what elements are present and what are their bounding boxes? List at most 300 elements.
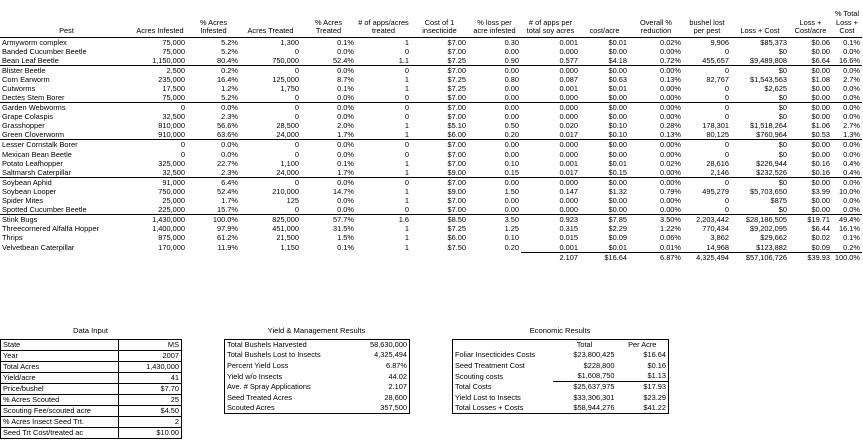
value-cell: 0.02% <box>660 158 681 168</box>
value-cell: 0 <box>404 140 409 150</box>
value-cell: 82,767 <box>706 74 729 84</box>
value-cell: $0.00 <box>580 205 629 215</box>
value-cell: 910,000 <box>133 130 187 140</box>
pest-name-cell: Mexican Bean Beetle <box>2 149 72 159</box>
data-input-panel <box>0 339 182 439</box>
value-cell: 0 <box>180 103 185 113</box>
value-cell: 2.0% <box>337 121 354 131</box>
value-cell: $9,202,095 <box>750 224 787 234</box>
value-cell: $0.00 <box>608 112 627 122</box>
value-cell: 0.000 <box>559 112 578 122</box>
input-value: $4.50 <box>119 406 182 417</box>
total-cell: 6.87% <box>629 252 683 262</box>
value-cell: 1.1 <box>356 56 411 66</box>
economic-label: Scouting costs <box>455 371 504 381</box>
value-cell: $7.25 <box>411 56 468 66</box>
value-cell: 3.50% <box>660 215 681 225</box>
value-cell: 5.2% <box>187 93 240 103</box>
value-cell: 0 <box>683 205 731 215</box>
value-cell: 1.3% <box>832 130 862 140</box>
value-cell: $1.06 <box>811 121 830 131</box>
table-row <box>0 168 862 178</box>
value-cell: 0.001 <box>559 37 578 47</box>
value-cell: 0.79% <box>660 186 681 196</box>
value-cell: 0.00% <box>660 65 681 75</box>
value-cell: 0.1% <box>843 233 860 243</box>
value-cell: $0.06 <box>811 37 830 47</box>
yield-results-title: Yield & Management Results <box>267 326 366 335</box>
value-cell: $0.00 <box>789 205 832 215</box>
value-cell: 0.06% <box>660 233 681 243</box>
table-row <box>0 75 862 84</box>
value-cell: $0.00 <box>608 149 627 159</box>
data-input-title: Data Input <box>72 326 109 335</box>
input-label: State <box>1 340 119 351</box>
value-cell: $9,489,808 <box>731 56 789 66</box>
value-cell: 0 <box>180 140 185 150</box>
input-row <box>1 373 182 384</box>
input-value: $7.70 <box>119 384 182 395</box>
value-cell: 0.087 <box>559 74 578 84</box>
value-cell: 1 <box>404 74 409 84</box>
yield-value: 44.02 <box>388 371 407 381</box>
column-header: Pest <box>0 4 133 37</box>
value-cell: $0.10 <box>608 121 627 131</box>
value-cell: 8.7% <box>337 74 354 84</box>
value-cell: $5,703,650 <box>750 186 787 196</box>
pest-name-cell: Dectes Stem Borer <box>0 93 133 103</box>
value-cell: 0.00% <box>660 149 681 159</box>
economic-row <box>453 371 669 382</box>
column-header: Overall % reduction <box>629 4 683 37</box>
value-cell: $0.00 <box>789 93 832 103</box>
table-row <box>0 121 862 130</box>
value-cell: 0.001 <box>559 83 578 93</box>
value-cell: 52.4% <box>301 56 356 66</box>
value-cell: 2.3% <box>221 112 238 122</box>
value-cell: $7.00 <box>447 158 466 168</box>
table-row <box>0 205 862 215</box>
value-cell: $7.25 <box>447 224 466 234</box>
economic-total: $58,944,276 <box>573 403 615 413</box>
economic-label: Total Losses + Costs <box>455 403 524 413</box>
value-cell: $0.00 <box>811 149 830 159</box>
value-cell: 0.4% <box>832 168 862 178</box>
column-header: % Acres Treated <box>301 4 356 37</box>
value-cell: 3,862 <box>710 233 729 243</box>
value-cell: 0 <box>180 149 185 159</box>
table-row <box>0 196 862 205</box>
table-row <box>0 149 862 158</box>
input-label: Scouting Fee/scouted acre <box>1 406 119 417</box>
value-cell: 0.13% <box>660 74 681 84</box>
value-cell: 0 <box>724 46 729 56</box>
value-cell: 28,500 <box>276 121 299 131</box>
value-cell: 6.4% <box>221 177 238 187</box>
value-cell: $1.08 <box>811 74 830 84</box>
value-cell: $0 <box>778 46 787 56</box>
value-cell: 0.000 <box>559 196 578 206</box>
table-row <box>0 65 862 75</box>
value-cell: 1 <box>404 186 409 196</box>
value-cell: $0 <box>731 205 789 215</box>
value-cell: 1,150,000 <box>133 56 187 66</box>
value-cell: 5.2% <box>221 37 238 47</box>
column-header: % Acres Infested <box>187 4 240 37</box>
yield-label: Percent Yield Loss <box>227 360 289 370</box>
economic-header-row <box>453 340 669 351</box>
value-cell: 0.000 <box>559 149 578 159</box>
value-cell: 0.00 <box>504 177 519 187</box>
pest-name-cell: Corn Earworm <box>2 74 50 84</box>
column-header: bushel lost per pest <box>683 4 731 37</box>
economic-per-acre: $1.13 <box>617 371 669 382</box>
pest-name-cell: Grasshopper <box>2 121 45 131</box>
economic-total: $1,608,750 <box>553 371 617 382</box>
value-cell: $0.00 <box>811 196 830 206</box>
value-cell: $7.00 <box>447 177 466 187</box>
value-cell: 1,300 <box>280 37 299 47</box>
value-cell: 0.017 <box>521 168 580 178</box>
value-cell: 2.3% <box>187 168 240 178</box>
value-cell: 11.9% <box>217 242 238 252</box>
input-label: Yield/acre <box>1 373 119 384</box>
blank-cell <box>301 252 356 262</box>
value-cell: 0.2% <box>221 65 238 75</box>
value-cell: 210,000 <box>272 186 299 196</box>
value-cell: $0.00 <box>811 103 830 113</box>
pest-name-cell: Lesser Cornstalk Borer <box>2 140 78 150</box>
value-cell: 16.4% <box>217 74 238 84</box>
column-header: # of apps/acres treated <box>356 4 411 37</box>
value-cell: $6.00 <box>411 130 468 140</box>
value-cell: 0.315 <box>559 224 578 234</box>
value-cell: 0.10 <box>504 233 519 243</box>
value-cell: 25,000 <box>162 196 185 206</box>
value-cell: 1.22% <box>660 224 681 234</box>
value-cell: $7.00 <box>447 112 466 122</box>
column-header: % Total Loss + Cost <box>832 4 862 37</box>
economic-header-total: Total <box>576 340 593 350</box>
value-cell: 0.00% <box>660 177 681 187</box>
value-cell: 0.000 <box>559 65 578 75</box>
value-cell: 2,203,442 <box>696 215 729 225</box>
value-cell: 14.7% <box>333 186 354 196</box>
input-label: Total Acres <box>1 362 119 373</box>
input-row <box>1 428 182 439</box>
value-cell: 0.00 <box>504 46 519 56</box>
value-cell: 28,616 <box>706 158 729 168</box>
value-cell: 16.6% <box>832 56 862 66</box>
value-cell: $4.18 <box>580 56 629 66</box>
value-cell: 0 <box>356 205 411 215</box>
value-cell: $232,526 <box>731 168 789 178</box>
value-cell: $7.00 <box>447 103 466 113</box>
economic-per-acre: $41.22 <box>643 403 666 413</box>
value-cell: 100.0% <box>212 215 238 225</box>
economic-row <box>453 382 669 393</box>
yield-label: Scouted Acres <box>227 403 275 413</box>
value-cell: 1.50 <box>504 186 519 196</box>
column-header: Acres Infested <box>133 4 187 37</box>
blank-cell <box>133 252 187 262</box>
value-cell: 0.00 <box>504 103 519 113</box>
value-cell: 0.577 <box>521 56 580 66</box>
value-cell: 0.015 <box>559 233 578 243</box>
yield-row <box>225 371 410 382</box>
value-cell: 1 <box>404 121 409 131</box>
value-cell: 0.00 <box>468 93 521 103</box>
value-cell: 0.15 <box>468 168 521 178</box>
value-cell: 5.2% <box>221 46 238 56</box>
value-cell: 0.4% <box>843 158 860 168</box>
value-cell: $226,944 <box>756 158 787 168</box>
value-cell: $0.00 <box>580 93 629 103</box>
value-cell: 0.50 <box>504 121 519 131</box>
value-cell: $0 <box>778 149 787 159</box>
value-cell: 16.1% <box>839 224 860 234</box>
yield-label: Seed Treated Acres <box>227 392 292 402</box>
value-cell: 0.00 <box>468 205 521 215</box>
value-cell: 1.6 <box>398 215 409 225</box>
value-cell: 1 <box>356 168 411 178</box>
economic-header-blank <box>453 340 553 351</box>
value-cell: 80,125 <box>683 130 731 140</box>
blank-cell <box>356 252 411 262</box>
value-cell: 0.000 <box>559 46 578 56</box>
value-cell: $0.00 <box>608 196 627 206</box>
blank-cell <box>411 252 468 262</box>
economic-per-acre: $23.29 <box>643 392 666 402</box>
value-cell: 0.01% <box>660 242 681 252</box>
pest-name-cell: Green Cloverworm <box>0 130 133 140</box>
economic-per-acre: $16.64 <box>643 350 666 360</box>
value-cell: 0.000 <box>521 205 580 215</box>
economic-results-title: Economic Results <box>529 326 591 335</box>
table-row <box>0 56 862 66</box>
value-cell: 0.30 <box>504 37 519 47</box>
table-row <box>0 177 862 187</box>
value-cell: 0.000 <box>559 177 578 187</box>
value-cell: $7.85 <box>608 215 627 225</box>
value-cell: 1 <box>356 130 411 140</box>
economic-row <box>453 350 669 361</box>
value-cell: 80.4% <box>187 56 240 66</box>
value-cell: 0.02% <box>660 37 681 47</box>
pest-name-cell: Garden Webworms <box>2 103 66 113</box>
yield-label: Total Bushels Harvested <box>227 340 307 350</box>
value-cell: $6.64 <box>789 56 832 66</box>
input-row <box>1 340 182 351</box>
value-cell: $123,882 <box>756 242 787 252</box>
table-row <box>0 130 862 140</box>
value-cell: 0.0% <box>337 65 354 75</box>
economic-total: $228,800 <box>583 360 615 370</box>
input-label: Seed Trt Cost/treated ac <box>1 428 119 439</box>
value-cell: 0.0% <box>337 140 354 150</box>
value-cell: 49.4% <box>839 215 860 225</box>
value-cell: $2.29 <box>608 224 627 234</box>
value-cell: 0.000 <box>559 103 578 113</box>
value-cell: $0.00 <box>811 46 830 56</box>
value-cell: 0.00% <box>660 83 681 93</box>
value-cell: 0.00 <box>504 112 519 122</box>
table-row <box>0 84 862 93</box>
value-cell: 0 <box>404 112 409 122</box>
yield-label: Yield w/o Insects <box>227 371 283 381</box>
pest-name-cell: Banded Cucumber Beetle <box>2 46 87 56</box>
value-cell: 0.0% <box>337 112 354 122</box>
value-cell: 75,000 <box>133 93 187 103</box>
pest-name-cell: Spider Mites <box>2 196 44 206</box>
value-cell: 0.00% <box>660 103 681 113</box>
yield-row <box>225 350 410 361</box>
value-cell: $1,543,563 <box>750 74 787 84</box>
economic-total: $25,637,975 <box>573 382 615 392</box>
pest-name-cell: Soybean Aphid <box>2 177 52 187</box>
economic-results-panel <box>452 339 669 414</box>
value-cell: $760,964 <box>731 130 789 140</box>
value-cell: 0.0% <box>843 112 860 122</box>
table-row <box>0 140 862 150</box>
value-cell: 451,000 <box>272 224 299 234</box>
yield-value: 58,630,000 <box>370 340 407 350</box>
total-cell: 4,325,494 <box>683 252 731 262</box>
value-cell: $6.44 <box>811 224 830 234</box>
value-cell: 15.7% <box>187 205 240 215</box>
value-cell: 825,000 <box>272 215 299 225</box>
value-cell: $0 <box>778 65 787 75</box>
value-cell: 0.0% <box>337 149 354 159</box>
value-cell: 0.0% <box>843 149 860 159</box>
economic-row <box>453 361 669 372</box>
value-cell: $7.00 <box>447 46 466 56</box>
value-cell: 0.147 <box>559 186 578 196</box>
value-cell: 0.00% <box>660 140 681 150</box>
economic-label: Seed Treatment Cost <box>455 360 525 370</box>
column-header: Acres Treated <box>240 4 301 37</box>
value-cell: 0 <box>404 149 409 159</box>
pest-name-cell: Soybean Looper <box>2 186 57 196</box>
value-cell: 1 <box>404 37 409 47</box>
table-row <box>0 159 862 168</box>
value-cell: 61.2% <box>217 233 238 243</box>
value-cell: 875,000 <box>158 233 185 243</box>
value-cell: $7.00 <box>447 37 466 47</box>
totals-row <box>0 252 862 262</box>
value-cell: 2,500 <box>166 65 185 75</box>
value-cell: 0.00% <box>660 196 681 206</box>
value-cell: 2.7% <box>843 121 860 131</box>
value-cell: $19.71 <box>807 215 830 225</box>
value-cell: 24,000 <box>240 168 301 178</box>
value-cell: $875 <box>770 196 787 206</box>
input-label: Year <box>1 351 119 362</box>
value-cell: $7.50 <box>447 242 466 252</box>
value-cell: $29,662 <box>760 233 787 243</box>
value-cell: $0.09 <box>811 242 830 252</box>
value-cell: 0.000 <box>559 140 578 150</box>
economic-label: Yield Lost to Insects <box>455 392 521 402</box>
value-cell: 1.25 <box>504 224 519 234</box>
value-cell: 14,968 <box>706 242 729 252</box>
value-cell: 0.00% <box>660 112 681 122</box>
value-cell: 0.72% <box>629 56 683 66</box>
value-cell: 178,301 <box>702 121 729 131</box>
value-cell: 235,000 <box>158 74 185 84</box>
value-cell: 0.00 <box>504 83 519 93</box>
blank-cell <box>468 252 521 262</box>
value-cell: $28,186,505 <box>745 215 787 225</box>
value-cell: 0.923 <box>559 215 578 225</box>
value-cell: 1,400,000 <box>152 224 185 234</box>
value-cell: 1,150 <box>280 242 299 252</box>
value-cell: 0 <box>356 93 411 103</box>
value-cell: 0 <box>724 177 729 187</box>
value-cell: 0.00 <box>504 65 519 75</box>
value-cell: $0.10 <box>580 130 629 140</box>
value-cell: 0 <box>404 103 409 113</box>
value-cell: 0.017 <box>521 130 580 140</box>
value-cell: 1 <box>404 158 409 168</box>
value-cell: 0.001 <box>559 158 578 168</box>
value-cell: 0.28% <box>660 121 681 131</box>
pest-name-cell: Blister Beetle <box>2 65 46 75</box>
value-cell: 0.000 <box>521 93 580 103</box>
value-cell: 0.00 <box>504 149 519 159</box>
value-cell: 63.6% <box>187 130 240 140</box>
value-cell: 0 <box>294 140 299 150</box>
value-cell: 1.7% <box>221 196 238 206</box>
table-row <box>0 243 862 253</box>
blank-cell <box>240 252 301 262</box>
economic-total: $33,306,301 <box>573 392 615 402</box>
value-cell: 75,000 <box>162 37 185 47</box>
input-value: 2007 <box>119 351 182 362</box>
yield-value: 4,325,494 <box>374 350 407 360</box>
input-row <box>1 417 182 428</box>
table-row <box>0 187 862 196</box>
value-cell: 32,500 <box>133 168 187 178</box>
input-row <box>1 351 182 362</box>
value-cell: 0 <box>724 83 729 93</box>
value-cell: 810,000 <box>158 121 185 131</box>
value-cell: 0.80 <box>504 74 519 84</box>
economic-per-acre: $0.16 <box>647 360 666 370</box>
value-cell: 91,000 <box>162 177 185 187</box>
table-row <box>0 93 862 103</box>
value-cell: 0.2% <box>843 242 860 252</box>
yield-value: 2.107 <box>388 382 407 392</box>
value-cell: $0.09 <box>608 233 627 243</box>
yield-row <box>225 340 410 351</box>
column-header: % loss per acre infested <box>468 4 521 37</box>
value-cell: 2.7% <box>843 74 860 84</box>
value-cell: 1,430,000 <box>152 215 185 225</box>
value-cell: 1,750 <box>280 83 299 93</box>
value-cell: 31.5% <box>333 224 354 234</box>
value-cell: $0.00 <box>608 140 627 150</box>
yield-row <box>225 392 410 403</box>
value-cell: 0 <box>294 149 299 159</box>
value-cell: $7.25 <box>447 83 466 93</box>
value-cell: $0 <box>778 177 787 187</box>
value-cell: 0.00% <box>660 46 681 56</box>
value-cell: 1.7% <box>301 168 356 178</box>
value-cell: $0.00 <box>811 112 830 122</box>
value-cell: 0.00% <box>629 93 683 103</box>
value-cell: $0.00 <box>608 65 627 75</box>
